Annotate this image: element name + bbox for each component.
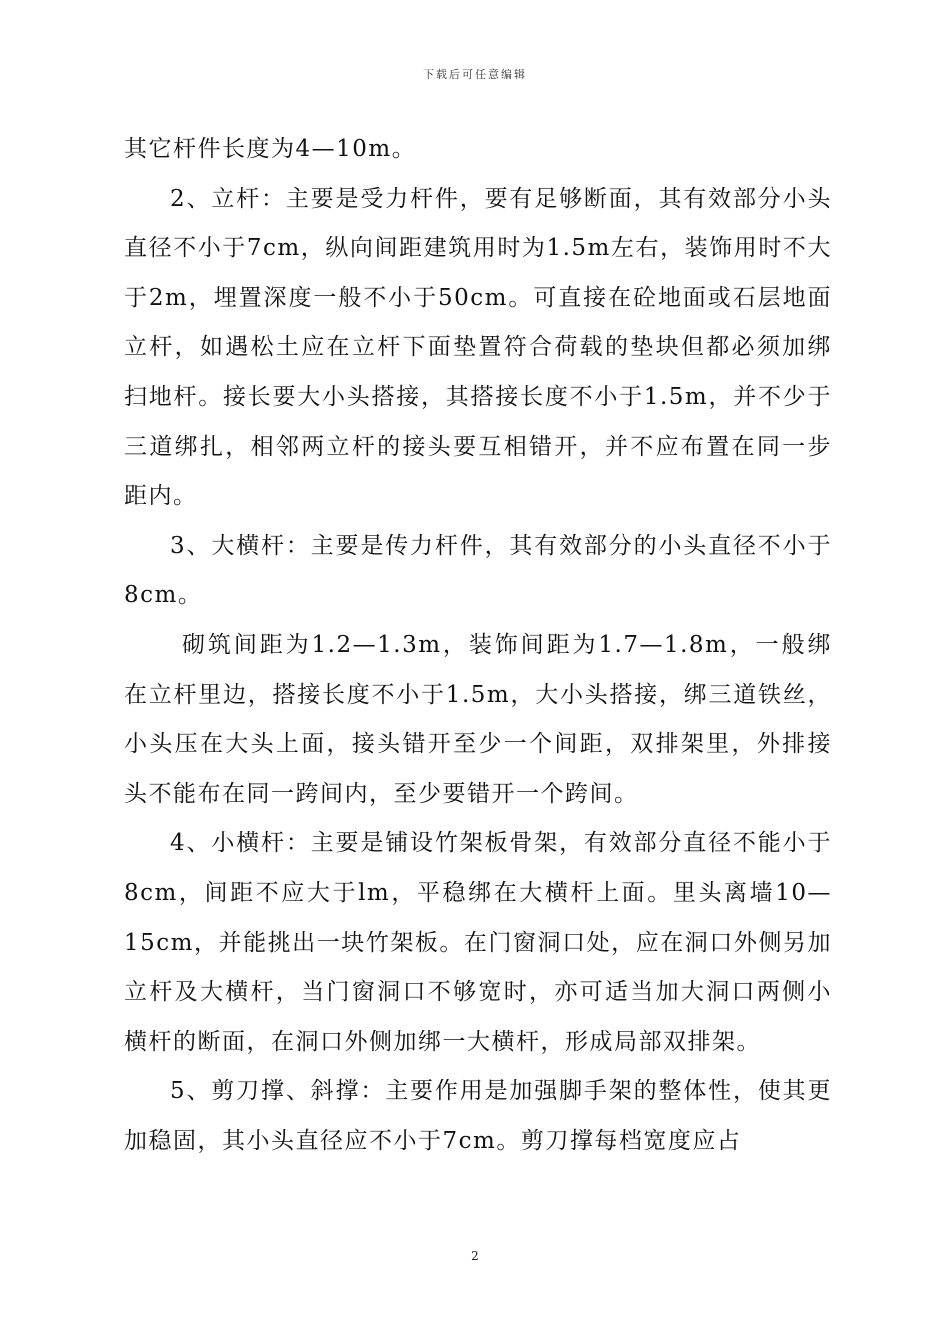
paragraph-large-crossbar: 3、大横杆：主要是传力杆件，其有效部分的小头直径不小于8cm。 — [124, 532, 832, 609]
paragraph-vertical-pole: 2、立杆：主要是受力杆件，要有足够断面，其有效部分小头直径不小于7cm，纵向间距建筑用时为1.5m左右，装饰用时不大于2m，埋置深度一般不小于50cm。可直接在砼地面或石层地面立杆，如遇松土应在立杆下面垫置符合荷载的垫块但都必须加绑扫地杆。接长要大小头搭接，其搭接长度不小于1.5m，并不少于三道绑扎，相邻两立杆的接头要互相错开，并不应布置在同一步距内。 — [124, 185, 832, 510]
paragraph-bracing: 5、剪刀撑、斜撑：主要作用是加强脚手架的整体性，使其更加稳固，其小头直径应不小于7cm。剪刀撑每档宽度应占 — [124, 1078, 832, 1154]
document-body — [124, 125, 832, 1166]
paragraph-small-crossbar: 4、小横杆：主要是铺设竹架板骨架，有效部分直径不能小于8cm，间距不应大于lm，平稳绑在大横杆上面。里头离墙10—15cm，并能挑出一块竹架板。在门窗洞口处，应在洞口外侧另加立杆及大横杆，当门窗洞口不够宽时，亦可适当加大洞口两侧小横杆的断面，在洞口外侧加绑一大横杆，形成局部双排架。 — [124, 830, 832, 1055]
paragraph-spacing: 砌筑间距为1.2—1.3m，装饰间距为1.7—1.8m，一般绑在立杆里边，搭接长度不小于1.5m，大小头搭接，绑三道铁丝，小头压在大头上面，接头错开至少一个间距，双排架里，外排接头不能布在同一跨间内，至少要错开一个跨间。 — [124, 631, 832, 807]
paragraph-continuation: 其它杆件长度为4—10m。 — [124, 136, 417, 162]
page-number: 2 — [471, 1249, 479, 1263]
page-header: 下载后可任意编辑 — [423, 68, 527, 81]
